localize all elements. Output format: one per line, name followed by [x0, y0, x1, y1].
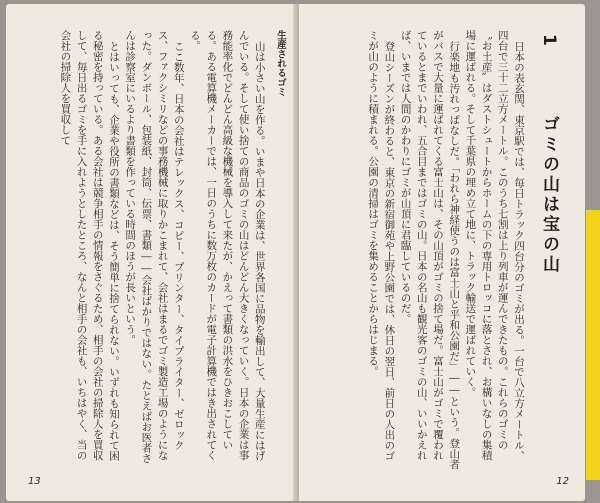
right-page-body: [311, 30, 527, 470]
chapter-title-spacer: [539, 72, 559, 92]
body-paragraph: 山は小さい山を作る。いまや日本の企業は、世界各国に品物を輸出して、大量生産にはげんでいる。そして使い捨ての商品のゴミの山はどんどん大きくなっていく。日本の企業は事務能率化でどんどん高級な機械を導入して来たが、かえって書類の洪水をひきおこしている。ある電算機メーカーでは、一日のうちに数万枚のカードが電子計算機ではき出されてくる。: [188, 30, 266, 461]
body-paragraph: ここ数年、日本の会社はテレックス、コピー、プリンター、タイプライター、ゼロックス、ファクシミリなどの事務機械に取りかこまれて、会社はまるでゴミ製造工場のようになった。ダンボール、包装紙、封筒、伝票、書類――会社ばかりではない。たとえばお医者さんは診察室にいるより書類を作っている時間のほうが長いという。: [124, 30, 185, 464]
body-paragraph: 日本の表玄関、東京駅では、毎日トラック四台分のゴミが出る。一台で八立方メートル、四台で三十二立方メートル。このうち七割は上り列車が運んできたもの。これらのゴミの〝お土産〟はダストシュートからホームの下の専用トロッコに落とされ、お構いなしの集積場に運ばれる。そして千葉県の埋め立て地に、トラック輸送で運ばれていく。: [464, 30, 525, 461]
chapter-number: 1: [539, 34, 559, 49]
page-number: 12: [556, 476, 569, 487]
chapter-title: ゴミの山は宝の山: [539, 114, 559, 275]
left-page-body: [30, 30, 288, 470]
body-paragraph: とはいっても、企業や役所の書類などは、そう簡単に捨てられない。いずれも知られて困る秘密を持っている。ある会社は競争相手の情報をさぐるため、相手の会社の掃除人を買収して、毎日出るゴミを手に入れようとしたところ、なんと相手の会社も、いちはやく、当の会社の掃除人を買収して: [59, 30, 120, 461]
yellow-bookmark-strip: [586, 210, 600, 480]
right-page: [299, 4, 585, 501]
body-paragraph: 登山シーズンが終わると、東京の新宿御苑や上野公園では、休日の翌日、前日の人出のゴミが山のように積まれる。公園の清掃はゴミを集めることからはじまる。: [367, 30, 396, 461]
section-subheading: 生産されるゴミ: [275, 30, 286, 97]
body-paragraph: 行楽地も汚れっぱなしだ。「われら神経使うのは富士山と平和公園だ」――という。登山者がバスで大量に運ばれてくる富士山は、その山頂がゴミの捨て場だ。富士山がゴミで覆われているとまでいわれ、五合目まではゴミの山。日本の名山も観光客のゴミの山、いいかえれば、いまでは人間のかわりにゴミが山頂に君臨しているのだ。: [399, 30, 461, 469]
chapter-heading: [537, 34, 562, 275]
page-number: 13: [28, 476, 41, 487]
left-page: [6, 4, 297, 501]
